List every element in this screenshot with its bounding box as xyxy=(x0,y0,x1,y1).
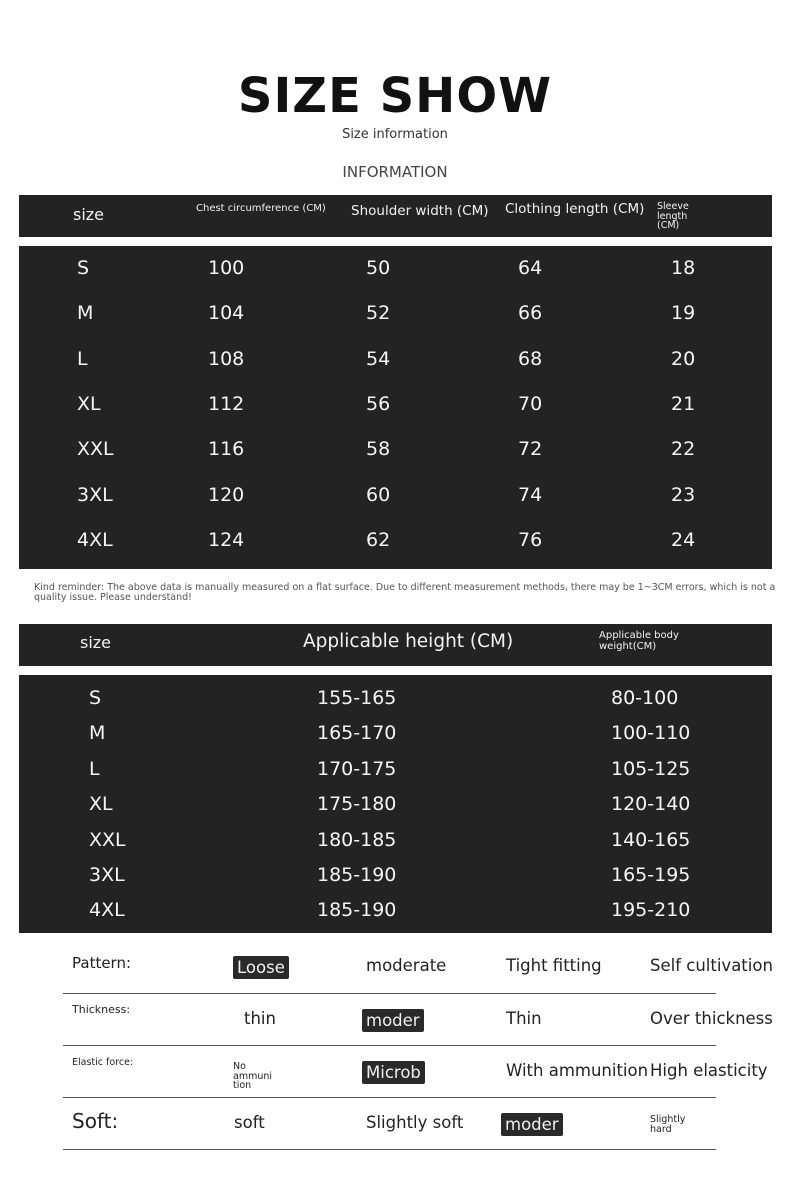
measure-cell-length: 72 xyxy=(518,438,543,461)
attribute-option: thin xyxy=(244,1009,276,1028)
col-header-height: Applicable height (CM) xyxy=(303,631,514,652)
fit-table-body xyxy=(19,675,772,933)
section-heading: INFORMATION xyxy=(342,163,448,181)
measure-cell-sleeve: 23 xyxy=(671,483,696,506)
fit-cell-weight: 140-165 xyxy=(611,828,691,851)
attribute-option: moderate xyxy=(366,956,447,975)
measure-table-body xyxy=(19,246,772,569)
attribute-option: Loose xyxy=(233,956,289,979)
attribute-option: moder xyxy=(362,1009,424,1032)
divider xyxy=(63,1149,716,1150)
measure-cell-size: XL xyxy=(77,392,101,415)
measure-cell-chest: 124 xyxy=(208,528,245,551)
measure-cell-chest: 112 xyxy=(208,392,245,415)
measure-cell-size: S xyxy=(77,257,90,279)
fit-cell-size: 3XL xyxy=(89,864,125,886)
fit-cell-size: 4XL xyxy=(89,899,125,922)
page-title: SIZE SHOW xyxy=(237,68,553,124)
measure-cell-shoulder: 54 xyxy=(366,347,391,370)
attribute-option: Tight fitting xyxy=(506,956,602,975)
col-header-weight: Applicable body weight(CM) xyxy=(599,630,679,652)
fit-cell-weight: 100-110 xyxy=(611,722,691,745)
attribute-label: Soft: xyxy=(72,1109,119,1133)
measure-cell-size: 3XL xyxy=(77,483,113,506)
attribute-option: Slightly hard xyxy=(650,1114,686,1135)
fit-cell-height: 170-175 xyxy=(317,757,397,780)
col-header-chest: Chest circumference (CM) xyxy=(196,203,326,214)
attribute-option: Self cultivation xyxy=(650,956,773,975)
measure-cell-chest: 104 xyxy=(208,302,245,325)
col-header-size: size xyxy=(80,633,112,652)
attribute-option: With ammunition xyxy=(506,1061,649,1080)
fit-cell-size: XXL xyxy=(89,828,126,851)
fit-cell-size: XL xyxy=(89,793,113,816)
divider xyxy=(63,993,716,994)
measure-cell-shoulder: 52 xyxy=(366,302,391,325)
fit-table-header xyxy=(19,624,772,666)
fit-cell-height: 155-165 xyxy=(317,687,397,709)
measure-cell-size: M xyxy=(77,302,94,325)
col-header-size: size xyxy=(73,205,105,224)
measure-cell-length: 64 xyxy=(518,257,543,279)
fit-cell-weight: 80-100 xyxy=(611,687,679,709)
divider xyxy=(63,1045,716,1046)
col-header-shoulder: Shoulder width (CM) xyxy=(351,203,489,219)
measure-cell-length: 76 xyxy=(518,528,543,551)
measure-cell-length: 68 xyxy=(518,347,543,370)
divider xyxy=(63,1097,716,1098)
fit-cell-size: M xyxy=(89,722,106,745)
attribute-option: Microb xyxy=(362,1061,425,1084)
measure-cell-shoulder: 58 xyxy=(366,438,391,461)
measure-cell-sleeve: 21 xyxy=(671,392,696,415)
measure-cell-size: L xyxy=(77,347,88,370)
fit-cell-size: L xyxy=(89,757,100,780)
measure-cell-shoulder: 56 xyxy=(366,392,391,415)
measure-cell-sleeve: 18 xyxy=(671,257,696,279)
fit-cell-size: S xyxy=(89,687,102,709)
measure-cell-shoulder: 60 xyxy=(366,483,391,506)
attribute-option: soft xyxy=(234,1113,265,1132)
fit-cell-height: 165-170 xyxy=(317,722,397,745)
measure-cell-sleeve: 24 xyxy=(671,528,696,551)
fit-cell-height: 185-190 xyxy=(317,864,397,886)
col-header-length: Clothing length (CM) xyxy=(505,201,645,217)
fit-cell-weight: 165-195 xyxy=(611,864,691,886)
measure-cell-shoulder: 62 xyxy=(366,528,391,551)
measure-cell-length: 74 xyxy=(518,483,543,506)
fit-cell-weight: 105-125 xyxy=(611,757,691,780)
page-subtitle: Size information xyxy=(342,127,448,142)
attribute-option: moder xyxy=(501,1113,563,1136)
attribute-option: Thin xyxy=(506,1009,542,1028)
attribute-option: Slightly soft xyxy=(366,1113,464,1132)
measure-cell-sleeve: 19 xyxy=(671,302,696,325)
measure-cell-shoulder: 50 xyxy=(366,257,391,279)
measure-cell-sleeve: 22 xyxy=(671,438,696,461)
fit-cell-height: 185-190 xyxy=(317,899,397,922)
measure-cell-sleeve: 20 xyxy=(671,347,696,370)
measure-table-header xyxy=(19,195,772,237)
attribute-label: Thickness: xyxy=(72,1003,131,1016)
fit-cell-height: 175-180 xyxy=(317,793,397,816)
kind-reminder: Kind reminder: The above data is manually measured on a flat surface. Due to different measurement methods, there may be 1~3CM errors, which is not a quality issue. Please understand! xyxy=(34,582,776,603)
attribute-option: No ammuni tion xyxy=(233,1061,273,1091)
measure-cell-chest: 100 xyxy=(208,257,245,279)
attribute-label: Pattern: xyxy=(72,954,132,972)
measure-cell-length: 66 xyxy=(518,302,543,325)
measure-cell-chest: 108 xyxy=(208,347,245,370)
measure-cell-size: 4XL xyxy=(77,528,113,551)
fit-cell-weight: 120-140 xyxy=(611,793,691,816)
measure-cell-length: 70 xyxy=(518,392,543,415)
attribute-label: Elastic force: xyxy=(72,1057,134,1068)
col-header-sleeve: Sleeve length (CM) xyxy=(657,201,689,231)
fit-cell-height: 180-185 xyxy=(317,828,397,851)
attribute-option: High elasticity xyxy=(650,1061,768,1080)
measure-cell-chest: 120 xyxy=(208,483,245,506)
attribute-option: Over thickness xyxy=(650,1009,773,1028)
fit-cell-weight: 195-210 xyxy=(611,899,691,922)
measure-cell-chest: 116 xyxy=(208,438,245,461)
measure-cell-size: XXL xyxy=(77,438,114,461)
